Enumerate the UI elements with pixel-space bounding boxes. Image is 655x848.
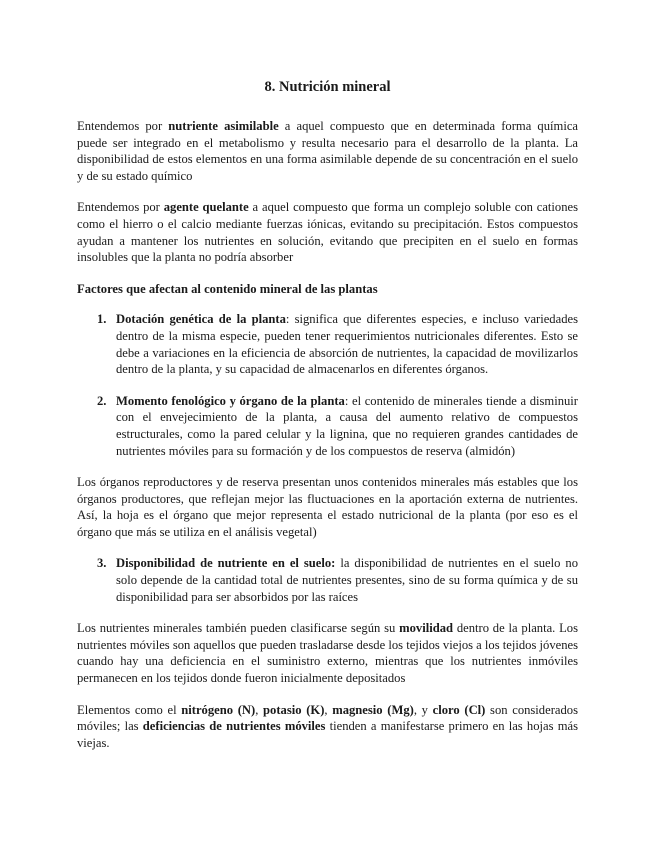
paragraph-text: son considerados móviles; las (77, 702, 578, 734)
bold-term: deficiencias de nutrientes móviles (142, 719, 326, 734)
section-heading: Factores que afectan al contenido mineral de las plantas (77, 281, 378, 296)
list-item (77, 555, 578, 605)
bold-term: Disponibilidad de nutriente en el suelo: (116, 556, 336, 571)
paragraph-text: Elementos como el (77, 702, 182, 717)
list-item-text: : el contenido de minerales tiende a disminuir con el envejecimiento de la planta, a causa del aumento relativo de compuestos estructurales, como la pared celular y la lignina, que no requieren grandes cantidades de nutrientes móviles para su formación y de los compuestos de reserva (almidón) (116, 393, 578, 458)
paragraph-text: a aquel compuesto que en determinada forma química puede ser integrado en el metabolismo y resulta necesario para el desarrollo de la planta. La disponibilidad de estos elementos en una forma asimilable depende de su concentración en el suelo y de su estado químico (77, 119, 579, 183)
bold-term: nutriente asimilable (168, 119, 279, 133)
bold-term: potasio (K) (263, 702, 325, 717)
paragraph-text: , (324, 702, 333, 717)
paragraph-text: Entendemos por (77, 119, 169, 133)
list-item-text: : significa que diferentes especies, e incluso variedades dentro de la misma especie, pueden tener requerimientos nutricionales diferentes. Esto se debe a variaciones en la eficiencia de absorción de nutrientes, la capacidad de movilizarlos dentro de la planta, y su capacidad de almacenarlos en diferentes órganos. (116, 312, 578, 377)
page-title: 8. Nutrición mineral (264, 79, 391, 95)
bold-term: cloro (Cl) (432, 702, 486, 717)
paragraph-nutriente-asimilable (77, 118, 578, 184)
factors-list-continued (77, 555, 578, 605)
paragraph-agente-quelante (77, 199, 578, 265)
list-item-text: la disponibilidad de nutrientes en el suelo no solo depende de la cantidad total de nutrientes presentes, sino de su forma química y de su disponibilidad para ser absorbidos por las raíces (116, 556, 578, 604)
list-number: 3. (97, 556, 107, 571)
paragraph-text: Entendemos por (77, 200, 164, 215)
bold-term: agente quelante (163, 200, 249, 215)
paragraph-text: Los nutrientes minerales también pueden clasificarse según su (77, 621, 400, 636)
list-number: 1. (97, 312, 107, 327)
paragraph-text: dentro de la planta. Los nutrientes móviles son aquellos que pueden trasladarse desde los tejidos viejos a los tejidos jóvenes cuando hay una deficiencia en el suministro externo, mientras que los nutrientes inmóviles permanecen en los tejidos donde fueron inicialmente depositados (77, 621, 579, 686)
bold-term: Momento fenológico y órgano de la planta (116, 393, 345, 408)
paragraph-text: , y (413, 702, 433, 717)
paragraph-elementos-moviles (77, 702, 578, 752)
paragraph-organos: Los órganos reproductores y de reserva presentan unos contenidos minerales más estables que los órganos productores, que reflejan mejor las fluctuaciones en la aportación externa de nutrientes. Así, la hoja es el órgano que mejor representa el estado nutricional de la planta (por eso es el órgano que más se utiliza en el análisis vegetal) (77, 475, 578, 539)
bold-term: nitrógeno (N) (181, 702, 256, 717)
paragraph-movilidad (77, 620, 578, 686)
factors-list (77, 311, 578, 459)
bold-term: Dotación genética de la planta (116, 312, 286, 327)
bold-term: movilidad (399, 621, 454, 636)
list-item (77, 311, 578, 377)
list-item (77, 393, 578, 459)
list-number: 2. (97, 393, 107, 408)
paragraph-text: tienden a manifestarse primero en las hojas más viejas. (77, 719, 578, 750)
bold-term: magnesio (Mg) (332, 702, 414, 717)
paragraph-text: a aquel compuesto que forma un complejo soluble con cationes como el hierro o el calcio mediante fuerzas iónicas, evitando su precipitación. Estos compuestos ayudan a mantener los nutrientes en solución, evitando que precipiten en el suelo en formas insolubles que la planta no podría absorber (77, 200, 579, 265)
document-page (77, 78, 578, 766)
paragraph-text: , (255, 702, 264, 717)
